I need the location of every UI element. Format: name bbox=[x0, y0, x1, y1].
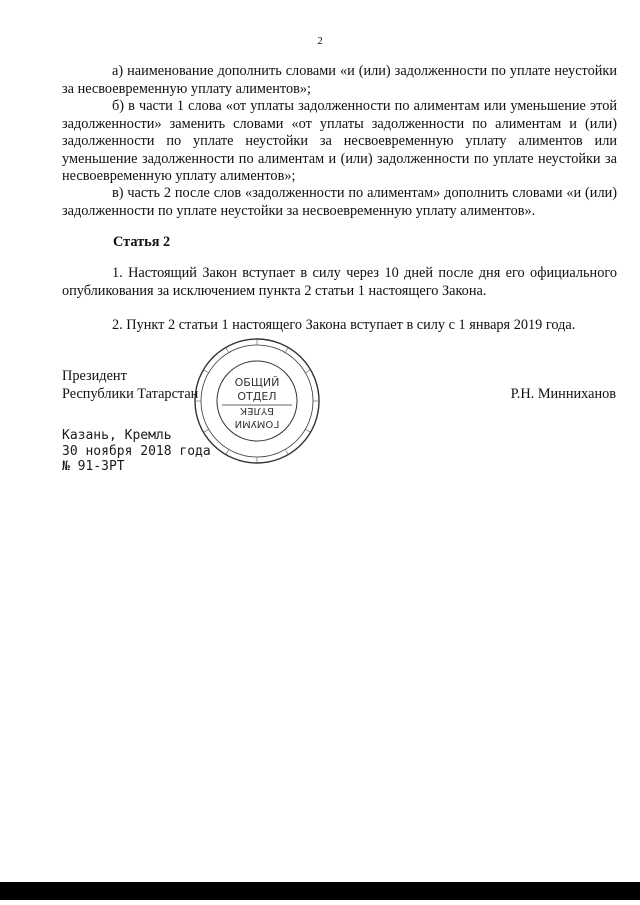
place-city: Казань, Кремль bbox=[62, 428, 172, 443]
amendment-b: б) в части 1 слова «от уплаты задолженности по алиментам или уменьшение этой задолженности» заменить словами «от уплаты задолженности по алиментам и (или) задолженности по уплате неустойки за несвоевременную уплату алиментов или уменьшение задолженности по алиментам и (или) задолженности по уплате неустойки за несвоевременную уплату алиментов»; bbox=[62, 98, 617, 185]
page-number: 2 bbox=[317, 35, 323, 47]
law-number: № 91-ЗРТ bbox=[62, 459, 125, 474]
signer-title-line1: Президент bbox=[62, 368, 127, 384]
signer-title-line2: Республики Татарстан bbox=[62, 385, 199, 402]
article-heading: Статья 2 bbox=[113, 234, 171, 250]
scan-bottom-edge bbox=[0, 882, 640, 900]
article-paragraph-1: 1. Настоящий Закон вступает в силу через 10 дней после дня его официального опубликования за исключением пункта 2 статьи 1 настоящего Закона. bbox=[62, 265, 617, 299]
law-date: 30 ноября 2018 года bbox=[62, 443, 211, 459]
place-date-block bbox=[62, 428, 211, 475]
signer-title bbox=[62, 368, 198, 403]
official-stamp bbox=[192, 336, 322, 466]
amendment-c: в) часть 2 после слов «задолженности по алиментам» дополнить словами «и (или) задолженности по уплате неустойки за несвоевременную уплату алиментов». bbox=[62, 185, 617, 219]
stamp-line3: ГОМУМИ bbox=[234, 418, 280, 429]
signer-name: Р.Н. Минниханов bbox=[510, 386, 616, 402]
amendment-a: а) наименование дополнить словами «и (или) задолженности по уплате неустойки за несвоевременную уплату алиментов»; bbox=[62, 63, 617, 97]
stamp-line1: ОБЩИЙ bbox=[234, 376, 280, 389]
stamp-line4: БҮЛЕК bbox=[240, 405, 274, 416]
stamp-line2: ОТДЕЛ bbox=[237, 390, 277, 403]
article-paragraph-2: 2. Пункт 2 статьи 1 настоящего Закона вступает в силу с 1 января 2019 года. bbox=[112, 317, 576, 333]
